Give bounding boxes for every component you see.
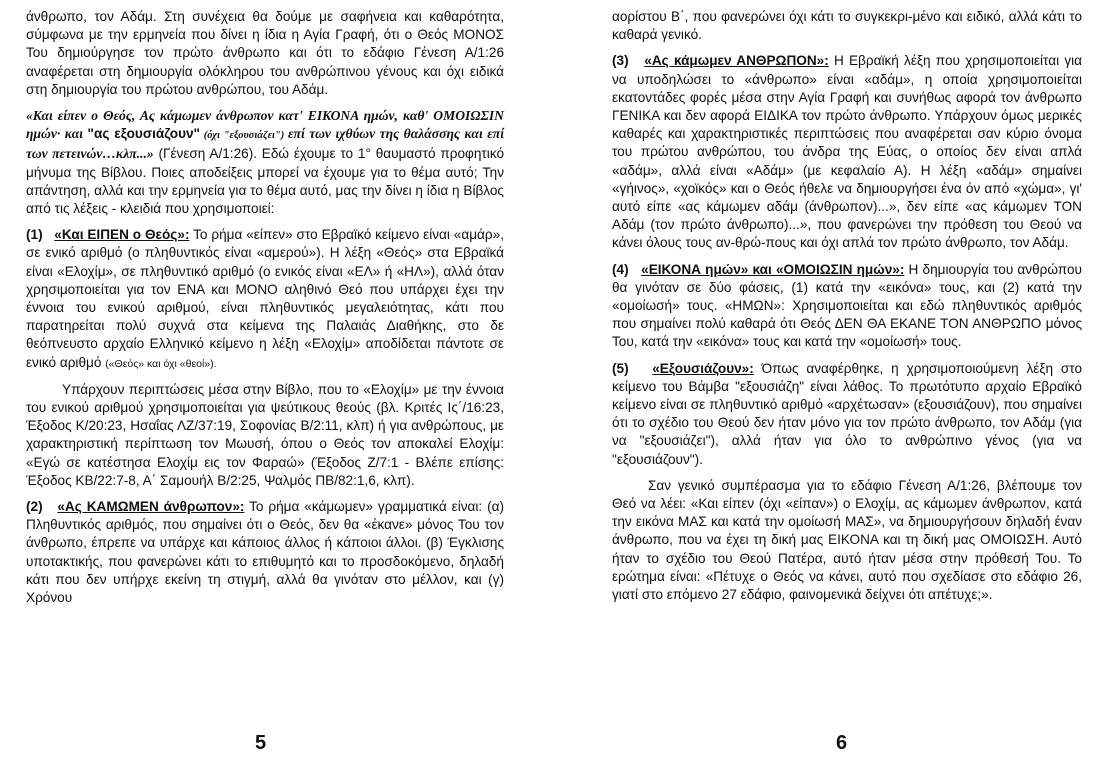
section-1-note: («Θεός» και όχι «θεοί»).	[105, 357, 217, 370]
left-page	[26, 8, 504, 607]
section-5-number: (5)	[612, 360, 629, 376]
section-3	[612, 52, 1082, 252]
section-5-heading: «Εξουσιάζουν»:	[652, 360, 754, 376]
section-2-number: (2)	[26, 499, 43, 515]
section-1-heading: «Και ΕΙΠΕΝ ο Θεός»:	[54, 227, 190, 243]
genesis-quote-paragraph	[26, 107, 504, 218]
page-number-left: 5	[255, 732, 267, 754]
section-1	[26, 226, 504, 373]
paragraph-intro: άνθρωπο, τον Αδάμ. Στη συνέχεια θα δούμε με σαφήνεια και καθαρότητα, σύμφωνα με την ερμηνεία που δίνει η ίδια η Αγία Γραφή, ότι ο Θεός ΜΟΝΟΣ Του δημιούργησε τον πρώτο άνθρωπο και ότι το εδάφιο Γένεση Α/1:26 αναφέρεται στη δημιουργία ολόκληρου του ανθρώπινου γένους και όχι ειδικά στη δημιουργία του πρώτου ανθρώπου, του Αδάμ.	[26, 9, 504, 97]
paragraph-conclusion: Σαν γενικό συμπέρασμα για το εδάφιο Γένεση Α/1:26, βλέπουμε τον Θεό να λέει: «Και είπεν (όχι «είπαν») ο Ελοχίμ, ας κάμωμεν άνθρωπον, κατά την εικόνα ΜΑΣ και κατά την ομοίωσή ΜΑΣ», να δημιουργήσουν δηλαδή έναν άνθρωπο, που να έχει τη δική μας ΕΙΚΟΝΑ και τη δική μας ΟΜΟΙΩΣΗ. Αυτό ήταν το σχέδιο του Θεού Πατέρα, αυτό ήταν μέσα στην πρόθεσή Του. Το ερώτημα είναι: «Πέτυχε ο Θεός να κάνει, αυτό που σχεδίασε στο εδάφιο 26, γιατί στο επόμενο 27 εδάφιο, φαινομενικά δείχνει ότι απέτυχε;».	[612, 477, 1082, 603]
section-2-text: Το ρήμα «κάμωμεν» γραμματικά είναι: (α) Πληθυντικός αριθμός, που σημαίνει ότι ο Θεός, δεν θα «έκανε» μόνος Του τον άνθρωπο, έπρεπε να υπάρχε και κάποιος άλλος ή κάποιοι άλλοι. (β) Έγκλισης υποτακτικής, που φανερώνει κάτι το επιθυμητό και το προσδοκόμενο, δηλαδή κάτι που δεν υπήρχε εκείνη τη στιγμή, αλλά θα γινόταν στο μέλλον, και (γ) Χρόνου	[26, 499, 504, 606]
section-4-number: (4)	[612, 261, 629, 277]
right-page	[612, 8, 1082, 604]
section-4	[612, 261, 1082, 352]
section-1-text: Το ρήμα «είπεν» στο Εβραϊκό κείμενο είναι «αμάρ», σε ενικό αριθμό (ο πληθυντικός είναι «αμερού»). Η λέξη «Θεός» στα Εβραϊκά είναι «Ελοχίμ», σε πληθυντικό αριθμό (ο ενικός είναι «ΕΛ» ή «ΗΛ»), αλλά όταν χρησιμοποιείται για τον ΕΝΑ και ΜΟΝΟ αληθινό Θεό που υπάρχει έχει την έννοια του ενικού αριθμού, είναι πληθυντικός μεγαλειότητας, κάτι που παρατηρείται πολύ συχνά στα κείμενα της Παλαιάς Διαθήκης, στο δε θεόπνευστο αρχαίο Ελληνικό κείμενο η λέξη «Ελοχίμ» αποδίδεται πάντοτε σε ενικό αριθμό	[26, 227, 504, 370]
quote-note: (όχι "εξουσιάζει")	[200, 130, 288, 142]
section-4-text: Η δημιουργία του ανθρώπου θα γινόταν σε δύο φάσεις, (1) κατά την «εικόνα» τους, και (2) κατά την «ομοίωσή» τους. «ΗΜΩΝ»: Χρησιμοποιείται και εδώ πληθυντικός αριθμός που σημαίνει πολύ καθαρά ότι Θεός ΔΕΝ ΘΑ ΕΚΑΝΕ ΤΟΝ ΑΝΘΡΩΠΟ μόνος Του, κατά την «εικόνα» τους και κατά την «ομοίωσή» τους.	[612, 261, 1082, 350]
paragraph-false-gods: Υπάρχουν περιπτώσεις μέσα στην Βίβλο, που το «Ελοχίμ» με την έννοια του ενικού αριθμού χρησιμοποιείται για ψεύτικους θεούς (βλ. Κριτές Ις΄/16:23, Έξοδος Κ/20:23, Ησαΐας ΛΖ/37:19, Σοφονίας Β/2:11, κλπ) ή για ανθρώπους, με χαρακτηριστική περίπτωση τον Μωυσή, όπου ο Θεός τον αποκαλεί Ελοχίμ: «Εγώ σε κατέστησα Ελοχίμ εις τον Φαραώ» (Έξοδος Ζ/7:1 - Βλέπε επίσης: Έξοδος ΚΒ/22:7-8, Α΄ Σαμουήλ Β/2:25, Ψαλμός ΠΒ/82:1,6, κλπ).	[26, 381, 504, 488]
section-3-number: (3)	[612, 53, 629, 69]
page-number-right: 6	[836, 732, 848, 754]
genesis-quote-end: επί των ιχθύων της θαλάσσης και επί των πετεινών…κλπ...»	[26, 126, 505, 162]
quote-keyword: "ας εξουσιάζουν"	[87, 126, 200, 142]
section-4-heading: «ΕΙΚΟΝΑ ημών» και «ΟΜΟΙΩΣΙΝ ημών»:	[641, 261, 905, 277]
section-3-heading: «Ας κάμωμεν ΑΝΘΡΩΠΟΝ»:	[644, 53, 829, 69]
quote-commentary: (Γένεση Α/1:26). Εδώ έχουμε το 1° θαυμαστό προφητικό μήνυμα της Βίβλου. Ποιες αποδείξεις μπορεί να έχουμε για το θέμα αυτό; Την απάντηση, αλλά και την ερμηνεία για το θέμα αυτό, μας την δίνει η ίδια η Βίβλος από τις λέξεις - κλειδιά που χρησιμοποιεί:	[26, 146, 505, 217]
section-5-text: Όπως αναφέρθηκε, η χρησιμοποιούμενη λέξη στο κείμενο του Βάμβα "εξουσιάζη" είναι λάθος. Το πρωτότυπο αρχαίο Εβραϊκό κείμενο είναι σε πληθυντικό αριθμό «αρχέτωσαν» (εξουσιάζουν), που σημαίνει ότι το σχέδιο του Θεού δεν ήταν μόνο για τον πρώτο άνθρωπο, τον Αδάμ (για να "εξουσιάζει"), αλλά ήταν για όλο το ανθρώπινο γένος (για να "εξουσιάζουν").	[612, 360, 1082, 467]
genesis-quote: «Και είπεν ο Θεός, Ας κάμωμεν άνθρωπον κατ' ΕΙΚΟΝΑ ημών, καθ' ΟΜΟΙΩΣΙΝ ημών· και	[26, 108, 504, 142]
section-3-text: Η Εβραϊκή λέξη που χρησιμοποιείται για να υποδηλώσει το «άνθρωπο» είναι «αδάμ», η οποία χρησιμοποιείται εκατοντάδες φορές μέσα στην Αγία Γραφή και συνήθως αφορά τον άνθρωπο ΓΕΝΙΚΑ και δεν αφορά ΕΙΔΙΚΑ τον πρώτο άνθρωπο. Υπάρχουν όμως μερικές καθαρές και χαρακτηριστικές περιπτώσεις που αναφέρεται σαν κύριο όνομα του πρώτου ανθρώπου, του άνδρα της Εύας, ο οποίος δεν είναι απλά «αδάμ», αλλά είναι «Αδάμ» (με κεφαλαίο Α). Η λέξη «αδάμ» σημαίνει «γήινος», «χοϊκός» και ο Θεός ήθελε να δημιουργήσει ένα όν από «χώμα», γι' αυτό είπε «ας κάμωμεν αδάμ (άνθρωπον)...», δεν είπε «ας κάμωμεν ΤΟΝ Αδάμ (τον πρώτο άνθρωπο)...», που φανερώνει την πρόθεση του Θεού να κάνει όλους τους αν-θρώ-πους και όχι απλά τον πρώτο άνθρωπο, τον Αδάμ.	[612, 53, 1082, 251]
paragraph-aorist: αορίστου Β΄, που φανερώνει όχι κάτι το συγκεκρι-μένο και ειδικό, αλλά κάτι το καθαρά γενικό.	[612, 9, 1082, 43]
section-1-number: (1)	[26, 227, 43, 243]
section-2	[26, 498, 504, 607]
section-5	[612, 360, 1082, 469]
section-2-heading: «Ας ΚΑΜΩΜΕΝ άνθρωπον»:	[57, 499, 245, 515]
